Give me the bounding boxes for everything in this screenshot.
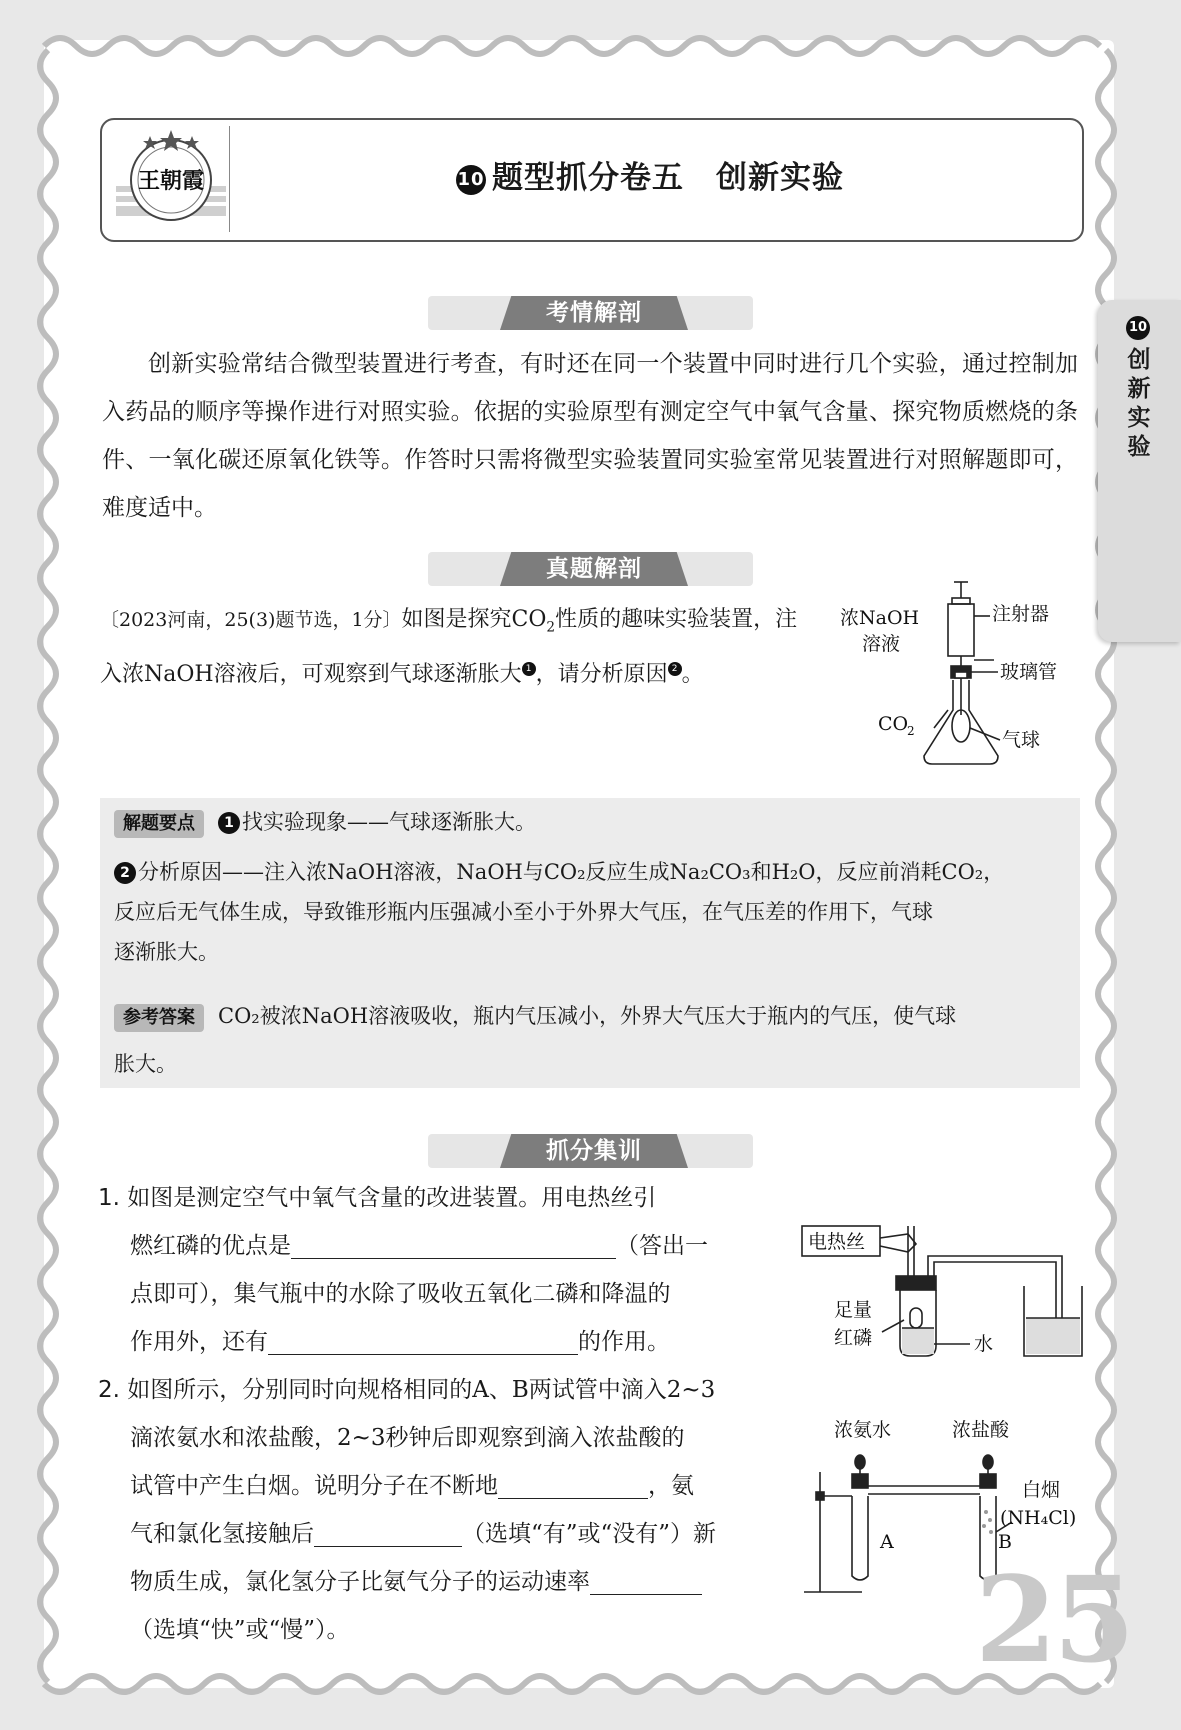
fig-label-naoh: 浓NaOH xyxy=(840,607,920,629)
side-tab-label: 创新实验 xyxy=(1127,347,1151,460)
q2-line3b: ，氨 xyxy=(648,1473,694,1499)
answer-line2: 胀大。 xyxy=(114,1052,177,1076)
title-number-badge: 10 xyxy=(456,165,486,195)
real-question-text: 〔2023河南，25(3)题节选，1分〕如图是探究$CO_2$性质的趣味实验装置，注 入浓NaOH溶液后，可观察到气球逐渐胀大 1 ，请分析原因 2 。 xyxy=(100,607,798,688)
q2-number: 2. xyxy=(98,1377,120,1403)
q2-line4b: （选填“有”或“没有”）新 xyxy=(462,1521,717,1547)
title-text: 题型抓分卷五 创新实验 xyxy=(492,160,844,196)
q1-line1: 如图是测定空气中氧气含量的改进装置。用电热丝引 xyxy=(127,1185,657,1211)
page-title xyxy=(230,152,1070,197)
page-number: 25 xyxy=(975,1550,1132,1689)
section-banner-real-question xyxy=(428,552,753,586)
fig-label-glass-tube: 玻璃管 xyxy=(1000,661,1058,683)
marker-2: 2 xyxy=(668,662,682,676)
point2-line1: 分析原因——注入浓NaOH溶液，NaOH与CO₂反应生成Na₂CO₃和H₂O，反应前消耗CO₂， xyxy=(138,860,1005,884)
analysis-point1: 解题要点 1 找实验现象——气球逐渐胀大。 xyxy=(114,802,1064,842)
tag-key-points: 解题要点 xyxy=(114,810,204,838)
q1-line4a: 作用外，还有 xyxy=(130,1329,268,1355)
fig-label-nh4cl: (NH₄Cl) xyxy=(1000,1507,1077,1529)
fig-label-smoke: 白烟 xyxy=(1022,1479,1061,1501)
analysis-point2: 2 分析原因——注入浓NaOH溶液，NaOH与CO₂反应生成Na₂CO₃和H₂O，反应前消耗CO₂， 反应后无气体生成，导致锥形瓶内压强减小至小于外界大气压，在气压差的作用下，气球 逐渐胀大。 xyxy=(114,860,1005,964)
side-tab-number: 10 xyxy=(1126,316,1150,340)
question-2 xyxy=(98,1366,768,1654)
fig-label-tube-b: B xyxy=(998,1531,1012,1553)
chapter-side-tab[interactable] xyxy=(1098,300,1181,642)
marker-1: 1 xyxy=(522,662,536,676)
section-label: 真题解剖 xyxy=(546,556,642,582)
tag-reference-answer: 参考答案 xyxy=(114,1004,204,1032)
q2-line1: 如图所示，分别同时向规格相同的A、B两试管中滴入2~3 xyxy=(127,1377,716,1403)
q1-line4b: 的作用。 xyxy=(578,1329,670,1355)
q1-number: 1. xyxy=(98,1185,120,1211)
q1-answer-blank-2[interactable] xyxy=(268,1326,578,1355)
fig-label-phosphorus-2: 红磷 xyxy=(834,1327,873,1349)
fig-label-wire: 电热丝 xyxy=(808,1231,866,1253)
fig-label-solution: 溶液 xyxy=(862,633,901,655)
reference-answer xyxy=(114,992,1074,1088)
fig-label-hcl: 浓盐酸 xyxy=(952,1419,1010,1441)
fig-label-ammonia: 浓氨水 xyxy=(834,1419,892,1441)
logo-text: 王朝霞 xyxy=(137,168,205,194)
answer-line1: CO₂被浓NaOH溶液吸收，瓶内气压减小，外界大气压大于瓶内的气压，使气球 xyxy=(218,1004,957,1028)
fig-label-phosphorus-1: 足量 xyxy=(834,1299,873,1321)
q2-answer-blank-2[interactable] xyxy=(314,1518,462,1547)
fig-label-syringe: 注射器 xyxy=(992,603,1050,625)
q2-line3a: 试管中产生白烟。说明分子在不断地 xyxy=(130,1473,498,1499)
question-1 xyxy=(98,1174,758,1366)
brand-logo xyxy=(112,126,230,232)
question-line2b: ，请分析原因 xyxy=(535,662,668,688)
q1-line2b: （答出一 xyxy=(616,1233,708,1259)
point1-text: 找实验现象——气球逐渐胀大。 xyxy=(242,810,536,834)
q1-answer-blank-1[interactable] xyxy=(291,1230,616,1259)
q2-line4a: 气和氯化氢接触后 xyxy=(130,1521,314,1547)
fig-label-water: 水 xyxy=(974,1333,994,1355)
fig-label-balloon: 气球 xyxy=(1002,729,1041,751)
point2-line3: 逐渐胀大。 xyxy=(114,940,219,964)
q2-answer-blank-3[interactable] xyxy=(590,1566,702,1595)
oxygen-measure-figure xyxy=(800,1216,1085,1366)
q2-line2: 滴浓氨水和浓盐酸，2~3秒钟后即观察到滴入浓盐酸的 xyxy=(130,1425,685,1451)
q2-answer-blank-1[interactable] xyxy=(498,1470,648,1499)
svg-text:2: 2 xyxy=(907,724,915,738)
section-label: 考情解剖 xyxy=(546,300,642,326)
question-line1b: 性质的趣味实验装置，注 xyxy=(555,607,798,632)
co2-flask-figure xyxy=(840,580,1090,770)
q2-line5a: 物质生成，氯化氢分子比氨气分子的运动速率 xyxy=(130,1569,590,1595)
fig-label-tube-a: A xyxy=(880,1531,894,1553)
question-line1a: 如图是探究CO xyxy=(401,607,547,632)
question-source: 〔2023河南，25(3)题节选，1分〕 xyxy=(100,609,402,631)
q1-line2a: 燃红磷的优点是 xyxy=(130,1233,291,1259)
question-line2a: 入浓NaOH溶液后，可观察到气球逐渐胀大 xyxy=(100,662,522,688)
intro-paragraph: 创新实验常结合微型装置进行考查，有时还在同一个装置中同时进行几个实验，通过控制加入药品的顺序等操作进行对照实验。依据的实验原型有测定空气中氧气含量、探究物质燃烧的条件、一氧化碳还原氧化铁等。作答时只需将微型实验装置同实验室常见装置进行对照解题即可，难度适中。 xyxy=(102,351,1078,521)
q2-line6: （选填“快”或“慢”）。 xyxy=(130,1617,350,1643)
section-label: 抓分集训 xyxy=(546,1138,642,1164)
section-banner-practice xyxy=(428,1134,753,1168)
point2-line2: 反应后无气体生成，导致锥形瓶内压强减小至小于外界大气压，在气压差的作用下，气球 xyxy=(114,900,933,924)
section-banner-analysis xyxy=(428,296,753,330)
fig-label-co2: CO xyxy=(878,713,909,735)
q1-line3: 点即可），集气瓶中的水除了吸收五氧化二磷和降温的 xyxy=(130,1281,671,1307)
question-line2c: 。 xyxy=(681,662,704,688)
